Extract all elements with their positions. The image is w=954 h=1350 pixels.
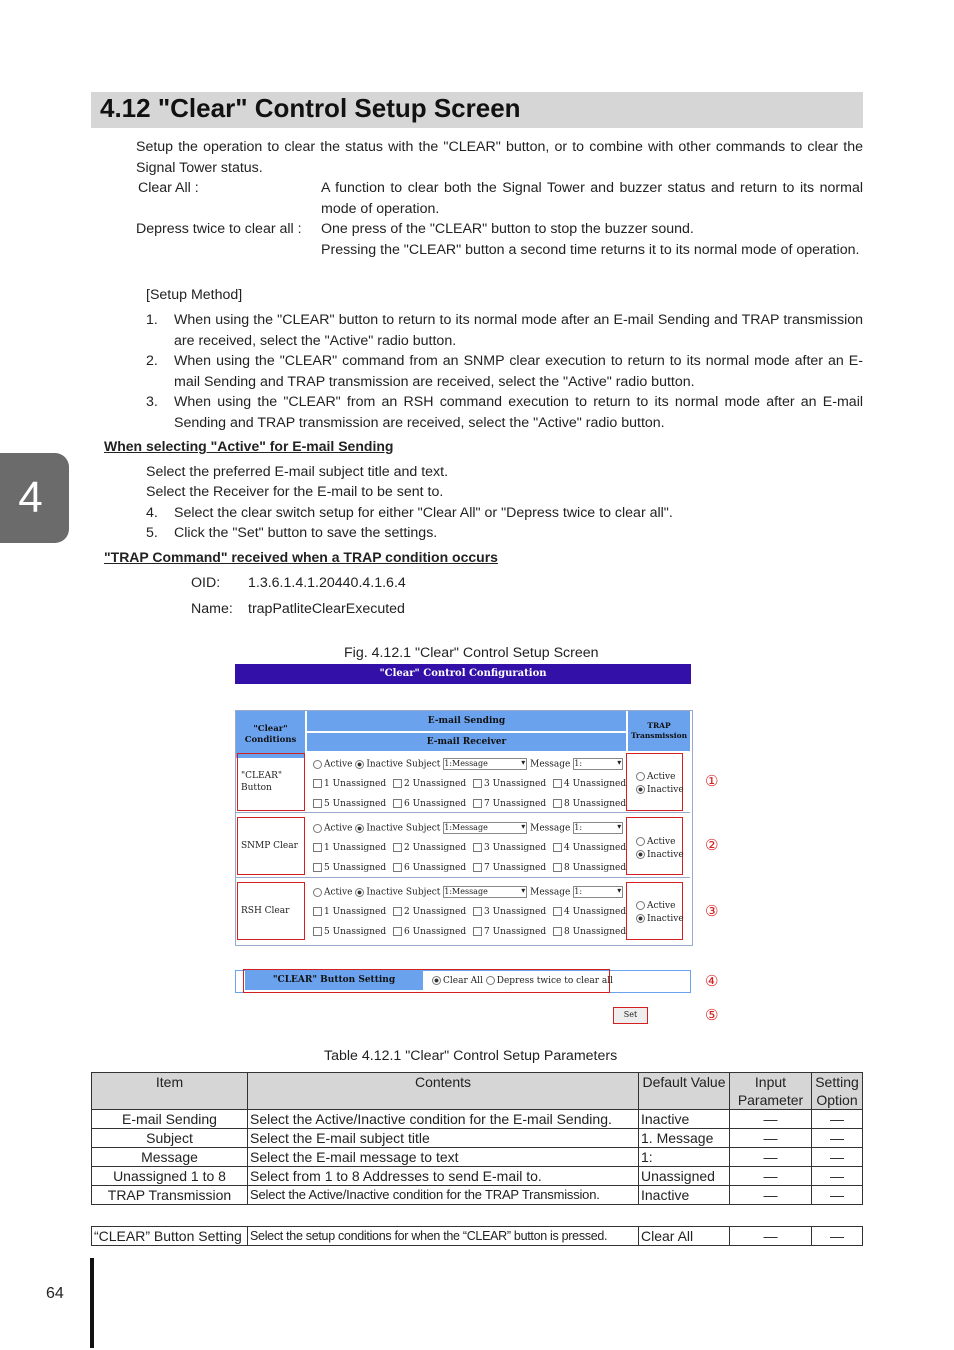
col-conditions-header: "Clear" Conditions	[236, 711, 305, 758]
table-row: “CLEAR” Button Setting Select the setup conditions for when the “CLEAR” button is pressed. Clear All — —	[92, 1227, 863, 1246]
name-label: Name:	[191, 601, 233, 617]
row-name-rsh-clear: RSH Clear	[241, 906, 290, 916]
trap-active-radio[interactable]: Active	[636, 771, 684, 784]
step-text: Select the clear switch setup for either "Clear All" or "Depress twice to clear all".	[174, 505, 673, 521]
header-item: Item	[92, 1073, 248, 1110]
message-select[interactable]: 1: ▾	[573, 758, 623, 770]
trap-inactive-radio[interactable]: Inactive	[636, 784, 684, 797]
receiver-checkbox[interactable]: 1 Unassigned	[313, 843, 393, 853]
receiver-checkbox[interactable]: 5 Unassigned	[313, 799, 393, 809]
table-row: Message Select the E-mail message to text 1: — —	[92, 1148, 863, 1167]
oid-label: OID:	[191, 575, 221, 591]
trap-active-radio[interactable]: Active	[636, 900, 684, 913]
step-num: 2.	[146, 353, 158, 369]
def-desc-1: A function to clear both the Signal Tower and buzzer status and return to its normal mode of operation.	[321, 180, 863, 217]
table-caption: Table 4.12.1 "Clear" Control Setup Parameters	[324, 1048, 618, 1064]
receiver-checkbox[interactable]: 7 Unassigned	[473, 863, 553, 873]
step-num: 1.	[146, 312, 158, 328]
def-term-2: Depress twice to clear all :	[136, 221, 302, 237]
button-setting-label: "CLEAR" Button Setting	[245, 971, 423, 990]
receiver-checkbox[interactable]: 4 Unassigned	[553, 843, 633, 853]
receiver-grid-row3	[313, 907, 627, 937]
receiver-checkbox[interactable]: 1 Unassigned	[313, 907, 393, 917]
subject-select[interactable]: 1:Message ▾	[443, 758, 527, 770]
header-default: Default Value	[639, 1073, 730, 1110]
parameters-table	[91, 1072, 863, 1205]
email-line: Select the preferred E-mail subject title and text.	[146, 464, 449, 480]
email-inactive-radio[interactable]	[355, 760, 364, 769]
header-contents: Contents	[248, 1073, 639, 1110]
table-row: Subject Select the E-mail subject title 1. Message — —	[92, 1129, 863, 1148]
marker-4: ④	[705, 972, 719, 990]
email-controls-row3: Active Inactive Subject 1:Message ▾ Message 1: ▾	[313, 886, 623, 898]
button-setting-options	[432, 976, 613, 986]
section-title-bar	[91, 92, 863, 128]
receiver-checkbox[interactable]: 5 Unassigned	[313, 863, 393, 873]
page-number: 64	[46, 1285, 64, 1302]
receiver-checkbox[interactable]: 1 Unassigned	[313, 779, 393, 789]
email-active-radio[interactable]	[313, 760, 322, 769]
chapter-tab	[0, 453, 69, 543]
receiver-checkbox[interactable]: 6 Unassigned	[393, 799, 473, 809]
row-name-snmp-clear: SNMP Clear	[241, 841, 298, 851]
depress-twice-radio[interactable]: Depress twice to clear all	[486, 976, 613, 986]
step-num: 5.	[146, 525, 158, 541]
receiver-checkbox[interactable]: 3 Unassigned	[473, 907, 553, 917]
subject-select[interactable]: 1:Message ▾	[443, 886, 527, 898]
trap-active-radio[interactable]: Active	[636, 836, 684, 849]
receiver-grid-row2	[313, 843, 627, 873]
email-line: Select the Receiver for the E-mail to be sent to.	[146, 484, 444, 500]
receiver-checkbox[interactable]: 5 Unassigned	[313, 927, 393, 937]
email-controls-row2: Active Inactive Subject 1:Message ▾ Message 1: ▾	[313, 822, 623, 834]
trap-radios-row1	[636, 771, 684, 797]
page-bar	[90, 1258, 94, 1348]
name-value: trapPatliteClearExecuted	[248, 601, 405, 617]
step-num: 3.	[146, 394, 158, 410]
trap-inactive-radio[interactable]: Inactive	[636, 849, 684, 862]
receiver-checkbox[interactable]: 6 Unassigned	[393, 927, 473, 937]
receiver-checkbox[interactable]: 7 Unassigned	[473, 799, 553, 809]
trap-inactive-radio[interactable]: Inactive	[636, 913, 684, 926]
col-email-header: E-mail Sending	[307, 711, 626, 731]
receiver-checkbox[interactable]: 2 Unassigned	[393, 779, 473, 789]
header-input: Input Parameter	[730, 1073, 812, 1110]
col-trap-header: TRAP Transmission	[628, 711, 690, 751]
trap-heading: "TRAP Command" received when a TRAP condition occurs	[104, 549, 498, 565]
def-desc-2: One press of the "CLEAR" button to stop the buzzer sound.	[321, 221, 694, 237]
setup-method-label: [Setup Method]	[146, 287, 243, 303]
receiver-checkbox[interactable]: 8 Unassigned	[553, 799, 633, 809]
table-row: Unassigned 1 to 8 Select from 1 to 8 Addresses to send E-mail to. Unassigned — —	[92, 1167, 863, 1186]
message-select[interactable]: 1: ▾	[573, 886, 623, 898]
subject-select[interactable]: 1:Message ▾	[443, 822, 527, 834]
receiver-checkbox[interactable]: 3 Unassigned	[473, 779, 553, 789]
marker-2: ②	[705, 836, 719, 854]
email-inactive-radio[interactable]	[355, 888, 364, 897]
email-controls-row1: Active Inactive Subject 1:Message ▾ Message 1: ▾	[313, 758, 623, 770]
row-name-clear-button: "CLEAR" Button	[241, 771, 282, 793]
table-header-row	[92, 1073, 863, 1110]
step-text: Click the "Set" button to save the settings.	[174, 525, 438, 541]
step-text: When using the "CLEAR" from an RSH command execution to return to its normal mode after an E-mail Sending and TRAP transmission are received, select the "Active" radio button.	[174, 394, 863, 431]
header-setting: Setting Option	[812, 1073, 863, 1110]
figure-caption: Fig. 4.12.1 "Clear" Control Setup Screen	[344, 645, 599, 661]
step-num: 4.	[146, 505, 158, 521]
receiver-checkbox[interactable]: 8 Unassigned	[553, 863, 633, 873]
table-row: E-mail Sending Select the Active/Inactive condition for the E-mail Sending. Inactive — —	[92, 1110, 863, 1129]
receiver-checkbox[interactable]: 2 Unassigned	[393, 907, 473, 917]
email-inactive-radio[interactable]	[355, 824, 364, 833]
config-title-bar: "Clear" Control Configuration	[235, 664, 691, 684]
section-title: 4.12 "Clear" Control Setup Screen	[100, 93, 521, 123]
button-setting-table	[91, 1226, 863, 1246]
chapter-number: 4	[18, 473, 43, 522]
set-button[interactable]: Set	[613, 1007, 648, 1024]
trap-radios-row3	[636, 900, 684, 926]
intro-text: Setup the operation to clear the status with the "CLEAR" button, or to combine with other commands to clear the Signal Tower status.	[136, 139, 863, 176]
clear-all-radio[interactable]: Clear All	[432, 976, 483, 986]
receiver-checkbox[interactable]: 4 Unassigned	[553, 779, 633, 789]
table-row: TRAP Transmission Select the Active/Inactive condition for the TRAP Transmission. Inactive — —	[92, 1186, 863, 1205]
step-text: When using the "CLEAR" button to return to its normal mode after an E-mail Sending and TRAP transmission are received, select the "Active" radio button.	[174, 312, 863, 349]
email-active-radio[interactable]	[313, 824, 322, 833]
step-text: When using the "CLEAR" command from an SNMP clear execution to return to its normal mode after an E-mail Sending and TRAP transmission are received, select the "Active" radio button.	[174, 353, 863, 390]
marker-3: ③	[705, 902, 719, 920]
receiver-grid-row1	[313, 779, 627, 809]
message-select[interactable]: 1: ▾	[573, 822, 623, 834]
receiver-checkbox[interactable]: 3 Unassigned	[473, 843, 553, 853]
def-term-1: Clear All :	[138, 180, 199, 196]
marker-1: ①	[705, 772, 719, 790]
receiver-checkbox[interactable]: 8 Unassigned	[553, 927, 633, 937]
receiver-checkbox[interactable]: 7 Unassigned	[473, 927, 553, 937]
trap-radios-row2	[636, 836, 684, 862]
marker-5: ⑤	[705, 1006, 719, 1024]
email-heading: When selecting "Active" for E-mail Sending	[104, 438, 394, 454]
def-desc-2b: Pressing the "CLEAR" button a second time returns it to its normal mode of operation.	[321, 242, 860, 258]
receiver-checkbox[interactable]: 6 Unassigned	[393, 863, 473, 873]
row-divider	[236, 812, 690, 813]
col-receiver-header: E-mail Receiver	[307, 733, 626, 751]
row-divider	[236, 877, 690, 878]
receiver-checkbox[interactable]: 4 Unassigned	[553, 907, 633, 917]
oid-value: 1.3.6.1.4.1.20440.4.1.6.4	[248, 575, 406, 591]
email-active-radio[interactable]	[313, 888, 322, 897]
receiver-checkbox[interactable]: 2 Unassigned	[393, 843, 473, 853]
